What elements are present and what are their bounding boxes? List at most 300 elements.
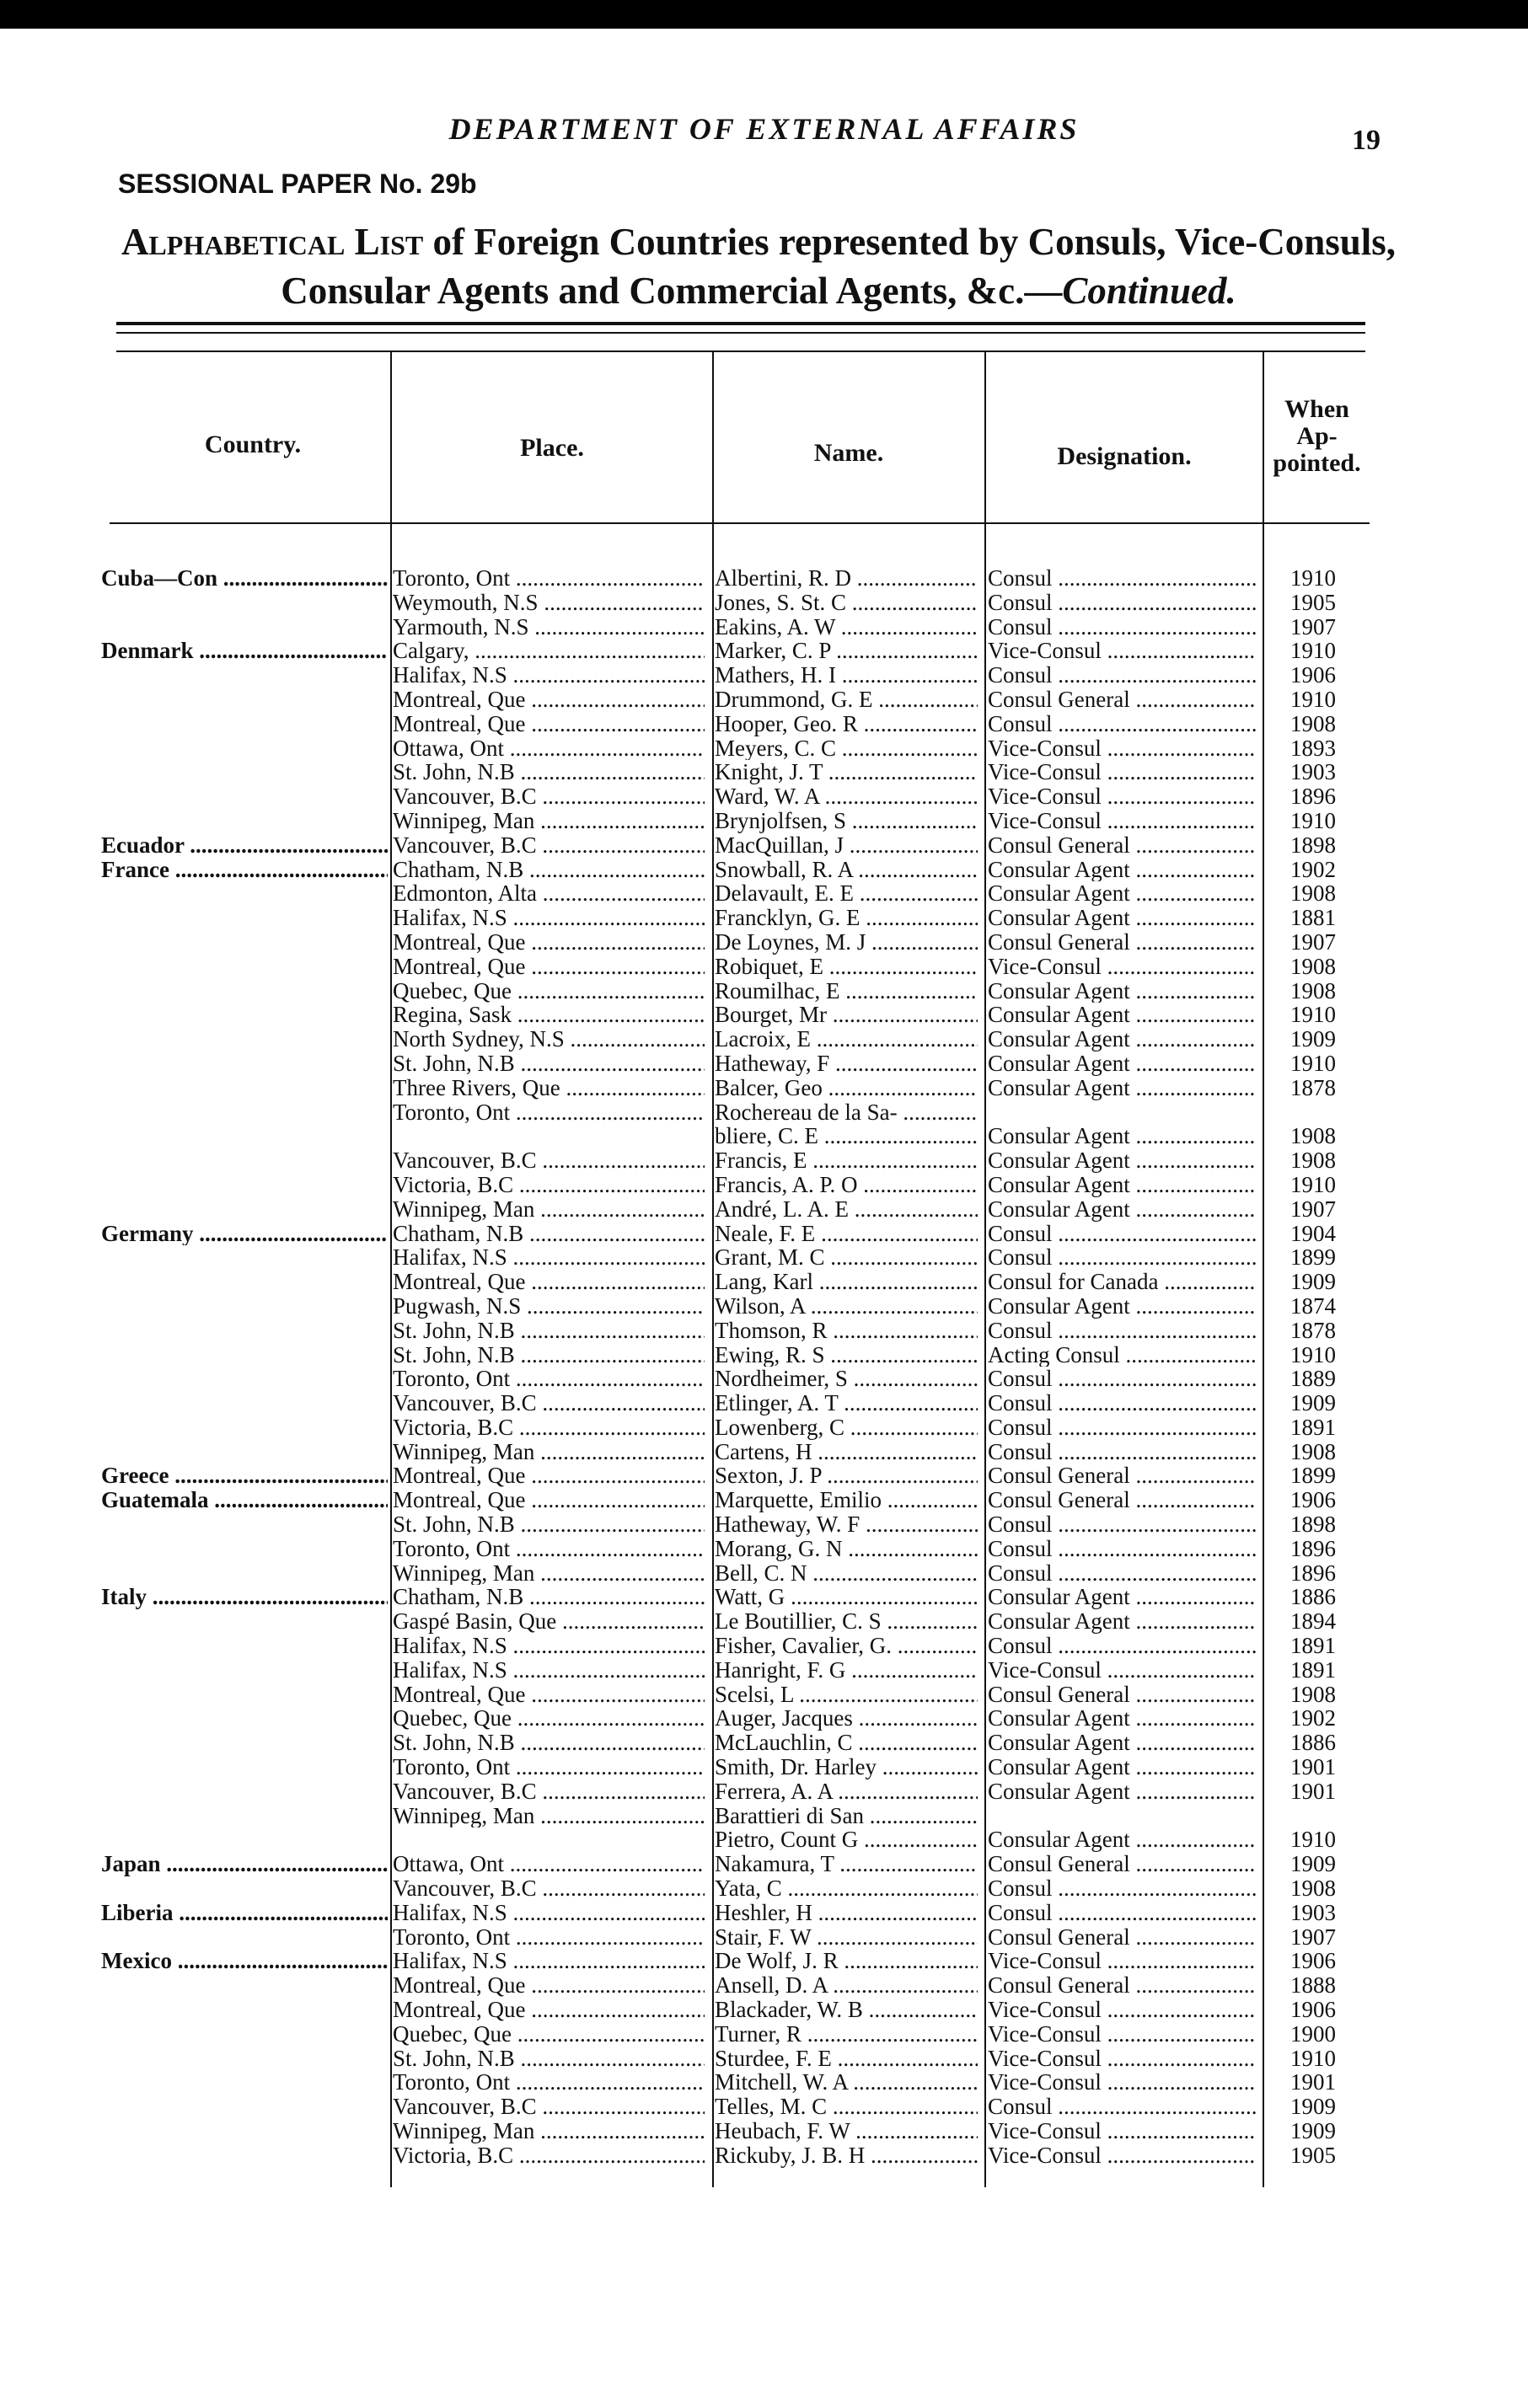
name-cell: Watt, G ..... <box>715 1585 978 1609</box>
place-cell: Chatham, N.B ..... <box>393 858 705 882</box>
place-cell: St. John, N.B ..... <box>393 1319 705 1343</box>
scan-top-border <box>0 0 1528 29</box>
year-cell: 1909 <box>1290 2095 1336 2119</box>
name-cell: Brynjolfsen, S ..... <box>715 809 978 833</box>
name-cell: Balcer, Geo ..... <box>715 1076 978 1100</box>
table-row <box>0 2143 1528 2168</box>
table-row <box>0 1100 1528 1125</box>
designation-cell: Consul ..... <box>988 1440 1256 1464</box>
year-cell: 1909 <box>1290 1391 1336 1415</box>
table-row <box>0 1901 1528 1925</box>
designation-cell: Consular Agent ..... <box>988 1197 1256 1222</box>
place-cell: Toronto, Ont ..... <box>393 1925 705 1950</box>
name-cell: Ferrera, A. A ..... <box>715 1779 978 1804</box>
year-cell: 1910 <box>1290 566 1336 591</box>
place-cell: Halifax, N.S ..... <box>393 1949 705 1973</box>
name-cell: Grant, M. C ..... <box>715 1245 978 1270</box>
place-cell: Ottawa, Ont ..... <box>393 736 705 761</box>
place-cell: Winnipeg, Man ..... <box>393 2119 705 2143</box>
country-cell: Cuba—Con ..... <box>101 566 388 591</box>
year-cell: 1910 <box>1290 808 1336 833</box>
name-cell: Morang, G. N ..... <box>715 1537 978 1561</box>
designation-cell: Consular Agent ..... <box>988 906 1256 930</box>
table-row <box>0 712 1528 736</box>
year-cell: 1889 <box>1290 1367 1336 1392</box>
table-row <box>0 1731 1528 1755</box>
column-header-place: Place. <box>520 434 584 462</box>
year-cell: 1908 <box>1290 1876 1336 1901</box>
designation-cell: Vice-Consul ..... <box>988 1658 1256 1683</box>
place-cell: Montreal, Que ..... <box>393 1998 705 2022</box>
column-header-country: Country. <box>204 431 302 458</box>
country-cell: Ecuador ..... <box>101 833 388 858</box>
year-cell: 1888 <box>1290 1973 1336 1999</box>
name-cell: André, L. A. E ..... <box>715 1197 978 1222</box>
year-cell: 1874 <box>1290 1293 1336 1319</box>
name-cell: De Wolf, J. R ..... <box>715 1949 978 1973</box>
year-cell: 1907 <box>1290 929 1336 955</box>
place-cell: Vancouver, B.C ..... <box>393 2095 705 2119</box>
table-row <box>0 1076 1528 1100</box>
name-cell: Francklyn, G. E ..... <box>715 906 978 930</box>
year-cell: 1906 <box>1290 1488 1336 1513</box>
place-cell: Pugwash, N.S ..... <box>393 1294 705 1319</box>
name-cell: Yata, C ..... <box>715 1876 978 1901</box>
name-cell: Ewing, R. S ..... <box>715 1343 978 1367</box>
designation-cell: Consul ..... <box>988 1391 1256 1415</box>
table-row <box>0 809 1528 833</box>
designation-cell: Consular Agent ..... <box>988 1051 1256 1076</box>
name-cell: Heshler, H ..... <box>715 1901 978 1925</box>
year-cell: 1908 <box>1290 881 1336 907</box>
table-row <box>0 2070 1528 2095</box>
table-row <box>0 2022 1528 2047</box>
designation-cell: Consul ..... <box>988 1319 1256 1343</box>
year-cell: 1891 <box>1290 1634 1336 1658</box>
year-cell: 1910 <box>1290 687 1336 712</box>
column-header-when-appointed: When Ap- pointed. <box>1273 395 1361 477</box>
place-cell: Montreal, Que ..... <box>393 1683 705 1707</box>
table-row <box>0 858 1528 882</box>
designation-cell: Consul General ..... <box>988 1925 1256 1950</box>
header-rule-thin <box>116 332 1365 334</box>
year-cell: 1910 <box>1290 1342 1336 1367</box>
place-cell: Vancouver, B.C ..... <box>393 1391 705 1415</box>
year-cell: 1886 <box>1290 1585 1336 1610</box>
country-cell: Japan ..... <box>101 1852 388 1876</box>
table-row <box>0 930 1528 955</box>
column-header-name: Name. <box>813 439 884 467</box>
place-cell: Gaspé Basin, Que ..... <box>393 1609 705 1634</box>
year-cell: 1906 <box>1290 1949 1336 1974</box>
table-row <box>0 2095 1528 2119</box>
year-cell: 1886 <box>1290 1731 1336 1756</box>
place-cell: Victoria, B.C ..... <box>393 1415 705 1440</box>
table-row <box>0 1440 1528 1464</box>
designation-cell: Vice-Consul ..... <box>988 1949 1256 1973</box>
place-cell: Toronto, Ont ..... <box>393 1100 705 1125</box>
name-cell: Pietro, Count G ..... <box>715 1827 978 1852</box>
place-cell: St. John, N.B ..... <box>393 1731 705 1755</box>
designation-cell: Vice-Consul ..... <box>988 2119 1256 2143</box>
year-cell: 1910 <box>1290 1003 1336 1028</box>
table-row <box>0 1683 1528 1707</box>
table-row <box>0 1245 1528 1270</box>
name-cell: Rickuby, J. B. H ..... <box>715 2143 978 2168</box>
name-cell: Auger, Jacques ..... <box>715 1706 978 1731</box>
designation-cell: Consul ..... <box>988 591 1256 615</box>
designation-cell: Vice-Consul ..... <box>988 736 1256 761</box>
name-cell: Mitchell, W. A ..... <box>715 2070 978 2095</box>
designation-cell: Consul ..... <box>988 615 1256 639</box>
designation-cell: Consular Agent ..... <box>988 1609 1256 1634</box>
place-cell: North Sydney, N.S ..... <box>393 1027 705 1051</box>
country-cell: Liberia ..... <box>101 1901 388 1925</box>
name-cell: Wilson, A ..... <box>715 1294 978 1319</box>
table-row <box>0 1488 1528 1512</box>
table-row <box>0 1367 1528 1391</box>
year-cell: 1906 <box>1290 663 1336 688</box>
name-cell: McLauchlin, C ..... <box>715 1731 978 1755</box>
table-row <box>0 1051 1528 1076</box>
place-cell: Vancouver, B.C ..... <box>393 1148 705 1173</box>
table-row <box>0 1876 1528 1901</box>
place-cell: Winnipeg, Man ..... <box>393 1197 705 1222</box>
country-cell: France ..... <box>101 858 388 882</box>
year-cell: 1909 <box>1290 1852 1336 1877</box>
designation-cell: Consular Agent ..... <box>988 1294 1256 1319</box>
name-cell: De Loynes, M. J ..... <box>715 930 978 955</box>
designation-cell: Consul ..... <box>988 1876 1256 1901</box>
year-cell: 1898 <box>1290 832 1336 858</box>
year-cell: 1893 <box>1290 736 1336 761</box>
table-row <box>0 906 1528 930</box>
name-cell: Telles, M. C ..... <box>715 2095 978 2119</box>
place-cell: Halifax, N.S ..... <box>393 1634 705 1658</box>
name-cell: Sexton, J. P ..... <box>715 1464 978 1488</box>
table-row <box>0 1585 1528 1609</box>
name-cell: Drummond, G. E ..... <box>715 688 978 712</box>
name-cell: MacQuillan, J ..... <box>715 833 978 858</box>
table-row <box>0 1609 1528 1634</box>
year-cell: 1899 <box>1290 1245 1336 1271</box>
name-cell: Knight, J. T ..... <box>715 760 978 784</box>
year-cell: 1903 <box>1290 1900 1336 1925</box>
place-cell: Calgary, ..... <box>393 639 705 663</box>
year-cell: 1907 <box>1290 1196 1336 1222</box>
designation-cell: Consul General ..... <box>988 688 1256 712</box>
table-row <box>0 1973 1528 1998</box>
designation-cell: Consul General ..... <box>988 1464 1256 1488</box>
country-cell: Greece ..... <box>101 1464 388 1488</box>
table-row <box>0 1827 1528 1852</box>
name-cell: Bell, C. N ..... <box>715 1561 978 1586</box>
table-row <box>0 1634 1528 1658</box>
year-cell: 1896 <box>1290 784 1336 809</box>
place-cell: Halifax, N.S ..... <box>393 663 705 688</box>
table-row <box>0 979 1528 1003</box>
name-cell: Rochereau de la Sa- ..... <box>715 1100 978 1125</box>
designation-cell: Consular Agent ..... <box>988 1755 1256 1779</box>
year-cell: 1908 <box>1290 1148 1336 1173</box>
country-cell: Italy ..... <box>101 1585 388 1609</box>
designation-cell: Consul for Canada ..... <box>988 1270 1256 1294</box>
designation-cell: Vice-Consul ..... <box>988 784 1256 809</box>
place-cell: Montreal, Que ..... <box>393 930 705 955</box>
table-top-rule <box>116 350 1365 352</box>
place-cell: Montreal, Que ..... <box>393 1973 705 1998</box>
name-cell: Nordheimer, S ..... <box>715 1367 978 1391</box>
table-row <box>0 2047 1528 2071</box>
designation-cell: Vice-Consul ..... <box>988 2022 1256 2047</box>
table-row <box>0 1222 1528 1246</box>
name-cell: Hatheway, W. F ..... <box>715 1512 978 1537</box>
name-cell: Albertini, R. D ..... <box>715 566 978 591</box>
place-cell: Halifax, N.S ..... <box>393 1658 705 1683</box>
table-row <box>0 1391 1528 1415</box>
table-row <box>0 688 1528 712</box>
year-cell: 1878 <box>1290 1075 1336 1100</box>
table-row <box>0 1003 1528 1027</box>
designation-cell: Consul General ..... <box>988 1852 1256 1876</box>
name-cell: Bourget, Mr ..... <box>715 1003 978 1027</box>
designation-cell: Consular Agent ..... <box>988 881 1256 906</box>
table-row <box>0 784 1528 809</box>
place-cell: St. John, N.B ..... <box>393 1512 705 1537</box>
page-title <box>84 217 1433 315</box>
designation-cell: Consular Agent ..... <box>988 1827 1256 1852</box>
designation-cell: Consul General ..... <box>988 1683 1256 1707</box>
table-row <box>0 1319 1528 1343</box>
designation-cell: Consul General ..... <box>988 930 1256 955</box>
name-cell: Neale, F. E ..... <box>715 1222 978 1246</box>
year-cell: 1906 <box>1290 1998 1336 2022</box>
designation-cell: Vice-Consul ..... <box>988 2047 1256 2071</box>
year-cell: 1910 <box>1290 1827 1336 1853</box>
year-cell: 1908 <box>1290 711 1336 736</box>
year-cell: 1881 <box>1290 906 1336 930</box>
year-cell: 1878 <box>1290 1318 1336 1343</box>
designation-cell: Consul ..... <box>988 1537 1256 1561</box>
place-cell: Montreal, Que ..... <box>393 955 705 979</box>
designation-cell: Consul ..... <box>988 1415 1256 1440</box>
title-continued: Continued. <box>1062 270 1236 312</box>
designation-cell: Consul General ..... <box>988 833 1256 858</box>
place-cell: Toronto, Ont ..... <box>393 1755 705 1779</box>
year-cell: 1909 <box>1290 2119 1336 2143</box>
place-cell: Quebec, Que ..... <box>393 1706 705 1731</box>
table-row <box>0 1779 1528 1804</box>
place-cell: Edmonton, Alta ..... <box>393 881 705 906</box>
place-cell: St. John, N.B ..... <box>393 760 705 784</box>
table-row <box>0 955 1528 979</box>
place-cell: Victoria, B.C ..... <box>393 1173 705 1197</box>
designation-cell: Consular Agent ..... <box>988 1027 1256 1051</box>
name-cell: Francis, E ..... <box>715 1148 978 1173</box>
page-number: 19 <box>1352 125 1381 156</box>
place-cell: Winnipeg, Man ..... <box>393 1804 705 1828</box>
table-row <box>0 1949 1528 1973</box>
designation-cell: Consul ..... <box>988 1634 1256 1658</box>
name-cell: Delavault, E. E ..... <box>715 881 978 906</box>
table-row <box>0 1294 1528 1319</box>
table-row <box>0 1998 1528 2022</box>
place-cell: Winnipeg, Man ..... <box>393 1440 705 1464</box>
place-cell: Vancouver, B.C ..... <box>393 784 705 809</box>
name-cell: Francis, A. P. O ..... <box>715 1173 978 1197</box>
designation-cell: Consular Agent ..... <box>988 1731 1256 1755</box>
name-cell: Lang, Karl ..... <box>715 1270 978 1294</box>
country-cell: Guatemala ..... <box>101 1488 388 1512</box>
country-cell: Denmark ..... <box>101 639 388 663</box>
table-row <box>0 1343 1528 1367</box>
name-cell: Meyers, C. C ..... <box>715 736 978 761</box>
year-cell: 1909 <box>1290 1027 1336 1051</box>
place-cell: Halifax, N.S ..... <box>393 1901 705 1925</box>
place-cell: Quebec, Que ..... <box>393 2022 705 2047</box>
year-cell: 1909 <box>1290 1270 1336 1294</box>
designation-cell: Consul ..... <box>988 663 1256 688</box>
designation-cell: Vice-Consul ..... <box>988 2143 1256 2168</box>
name-cell: Lowenberg, C ..... <box>715 1415 978 1440</box>
year-cell: 1910 <box>1290 1172 1336 1197</box>
table-row <box>0 1027 1528 1051</box>
place-cell: Halifax, N.S ..... <box>393 906 705 930</box>
year-cell: 1900 <box>1290 2021 1336 2047</box>
name-cell: Heubach, F. W ..... <box>715 2119 978 2143</box>
year-cell: 1908 <box>1290 1124 1336 1149</box>
name-cell: Etlinger, A. T ..... <box>715 1391 978 1415</box>
name-cell: bliere, C. E ..... <box>715 1124 978 1148</box>
year-cell: 1907 <box>1290 614 1336 639</box>
sessional-paper-label: SESSIONAL PAPER No. 29b <box>118 169 477 199</box>
year-cell: 1901 <box>1290 1755 1336 1779</box>
place-cell: Vancouver, B.C ..... <box>393 833 705 858</box>
name-cell: Smith, Dr. Harley ..... <box>715 1755 978 1779</box>
country-cell: Mexico ..... <box>101 1949 388 1973</box>
place-cell: Montreal, Que ..... <box>393 1270 705 1294</box>
designation-cell: Vice-Consul ..... <box>988 639 1256 663</box>
name-cell: Hatheway, F ..... <box>715 1051 978 1076</box>
table-row <box>0 2119 1528 2143</box>
designation-cell: Consular Agent ..... <box>988 1124 1256 1148</box>
year-cell: 1904 <box>1290 1221 1336 1246</box>
year-cell: 1896 <box>1290 1560 1336 1586</box>
table-row <box>0 760 1528 784</box>
name-cell: Turner, R ..... <box>715 2022 978 2047</box>
place-cell: Montreal, Que ..... <box>393 688 705 712</box>
place-cell: Chatham, N.B ..... <box>393 1585 705 1609</box>
designation-cell: Consul ..... <box>988 1367 1256 1391</box>
designation-cell: Consul General ..... <box>988 1973 1256 1998</box>
year-cell: 1894 <box>1290 1609 1336 1635</box>
table-row <box>0 1925 1528 1950</box>
year-cell: 1891 <box>1290 1657 1336 1683</box>
place-cell: Toronto, Ont ..... <box>393 1537 705 1561</box>
year-cell: 1899 <box>1290 1464 1336 1489</box>
name-cell: Blackader, W. B ..... <box>715 1998 978 2022</box>
table-row <box>0 1804 1528 1828</box>
place-cell: Toronto, Ont ..... <box>393 1367 705 1391</box>
place-cell: Montreal, Que ..... <box>393 1488 705 1512</box>
year-cell: 1905 <box>1290 2143 1336 2168</box>
name-cell: Nakamura, T ..... <box>715 1852 978 1876</box>
place-cell: Montreal, Que ..... <box>393 712 705 736</box>
name-cell: Fisher, Cavalier, G. ..... <box>715 1634 978 1658</box>
name-cell: Barattieri di San ..... <box>715 1804 978 1828</box>
name-cell: Mathers, H. I ..... <box>715 663 978 688</box>
name-cell: Ward, W. A ..... <box>715 784 978 809</box>
name-cell: Eakins, A. W ..... <box>715 615 978 639</box>
name-cell: Robiquet, E ..... <box>715 955 978 979</box>
designation-cell: Consular Agent ..... <box>988 1148 1256 1173</box>
name-cell: Jones, S. St. C ..... <box>715 591 978 615</box>
table-row <box>0 1124 1528 1148</box>
designation-cell: Vice-Consul ..... <box>988 809 1256 833</box>
name-cell: Scelsi, L ..... <box>715 1683 978 1707</box>
place-cell: Toronto, Ont ..... <box>393 566 705 591</box>
year-cell: 1901 <box>1290 1779 1336 1804</box>
table-row <box>0 591 1528 615</box>
year-cell: 1896 <box>1290 1536 1336 1561</box>
table-row <box>0 1706 1528 1731</box>
place-cell: St. John, N.B ..... <box>393 1051 705 1076</box>
designation-cell: Vice-Consul ..... <box>988 2070 1256 2095</box>
year-cell: 1902 <box>1290 857 1336 882</box>
place-cell: St. John, N.B ..... <box>393 1343 705 1367</box>
name-cell: Marker, C. P ..... <box>715 639 978 663</box>
designation-cell: Consul ..... <box>988 1901 1256 1925</box>
place-cell: Quebec, Que ..... <box>393 979 705 1003</box>
name-cell: Marquette, Emilio ..... <box>715 1488 978 1512</box>
place-cell: Three Rivers, Que ..... <box>393 1076 705 1100</box>
name-cell: Cartens, H ..... <box>715 1440 978 1464</box>
year-cell: 1903 <box>1290 760 1336 785</box>
table-row <box>0 1512 1528 1537</box>
year-cell: 1908 <box>1290 954 1336 979</box>
consul-table-body <box>0 566 1528 2168</box>
designation-cell: Vice-Consul ..... <box>988 760 1256 784</box>
table-row <box>0 663 1528 688</box>
year-cell: 1901 <box>1290 2070 1336 2095</box>
table-row <box>0 881 1528 906</box>
year-cell: 1908 <box>1290 1439 1336 1464</box>
year-cell: 1910 <box>1290 2046 1336 2071</box>
name-cell: Le Boutillier, C. S ..... <box>715 1609 978 1634</box>
table-row <box>0 1270 1528 1294</box>
place-cell: Montreal, Que ..... <box>393 1464 705 1488</box>
column-header-rule <box>110 522 1370 524</box>
place-cell: Vancouver, B.C ..... <box>393 1876 705 1901</box>
place-cell: Toronto, Ont ..... <box>393 2070 705 2095</box>
designation-cell: Vice-Consul ..... <box>988 955 1256 979</box>
table-row <box>0 1537 1528 1561</box>
name-cell: Hanright, F. G ..... <box>715 1658 978 1683</box>
year-cell: 1907 <box>1290 1924 1336 1950</box>
place-cell: Winnipeg, Man ..... <box>393 1561 705 1586</box>
place-cell: Regina, Sask ..... <box>393 1003 705 1027</box>
designation-cell: Consular Agent ..... <box>988 1003 1256 1027</box>
title-body: of Foreign Countries represented by Consuls, Vice-Consuls, Consular Agents and Commercial Agents, &c.— <box>281 221 1397 312</box>
table-row <box>0 1173 1528 1197</box>
title-lead: Alphabetical List <box>121 221 424 263</box>
name-cell: Sturdee, F. E ..... <box>715 2047 978 2071</box>
name-cell: Lacroix, E ..... <box>715 1027 978 1051</box>
place-cell: Weymouth, N.S ..... <box>393 591 705 615</box>
table-row <box>0 1197 1528 1222</box>
table-row <box>0 1561 1528 1586</box>
designation-cell: Consular Agent ..... <box>988 1173 1256 1197</box>
